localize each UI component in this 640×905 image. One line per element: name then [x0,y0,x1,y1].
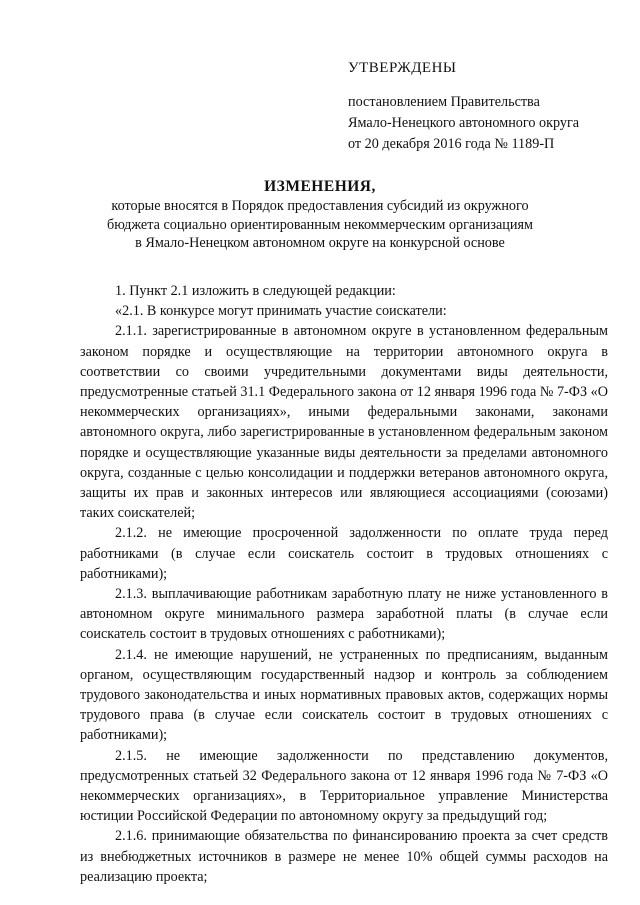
paragraph-2-1-5: 2.1.5. не имеющие задолженности по представлению документов, предусмотренных статьей 32 Федерального закона от 12 января 1996 года № 7-ФЗ «О некоммерческих организациях», в Территориальное управление Министерства юстиции Российской Федерации по автономному округу за предыдущий год; [80,747,608,825]
approval-title: УТВЕРЖДЕНЫ [348,60,457,76]
document-body [80,281,608,887]
paragraph-2-1: «2.1. В конкурсе могут принимать участие соискатели: [115,303,447,320]
paragraph-2-1-6: 2.1.6. принимающие обязательства по финансированию проекта за счет средств из внебюджетных источников в размере не менее 10% общей суммы расходов на реализацию проекта; [80,828,608,885]
paragraph-1: 1. Пункт 2.1 изложить в следующей редакции: [115,283,396,299]
paragraph-2-1-2: 2.1.2. не имеющие просроченной задолженности по оплате труда перед работниками (в случае если соискатель состоит в трудовых отношениях с работниками); [80,525,608,582]
document-title: ИЗМЕНЕНИЯ, [264,178,376,195]
document-subtitle [40,197,600,253]
subtitle-line: в Ямало-Ненецком автономном округе на конкурсной основе [135,235,505,251]
approval-line: Ямало-Ненецкого автономного округа [348,115,580,131]
approval-block [348,58,618,155]
approval-line: от 20 декабря 2016 года № 1189-П [348,136,555,152]
subtitle-line: которые вносятся в Порядок предоставления субсидий из окружного [111,198,529,214]
paragraph-2-1-4: 2.1.4. не имеющие нарушений, не устраненных по предписаниям, выданным органом, осуществляющим государственный надзор и контроль за соблюдением трудового законодательства и иных нормативных правовых актов, содержащих нормы трудового права (в случае если соискатель состоит в трудовых отношениях с работниками); [80,646,608,744]
approval-line: постановлением Правительства [348,94,540,110]
paragraph-2-1-3: 2.1.3. выплачивающие работникам заработную плату не ниже установленного в автономном округе минимального размера заработной платы (в случае если соискатель состоит в трудовых отношениях с работниками); [80,586,608,643]
subtitle-line: бюджета социально ориентированным некоммерческим организациям [107,216,533,233]
paragraph-2-1-1: 2.1.1. зарегистрированные в автономном округе в установленном федеральным законом порядке и осуществляющие на территории автономного округа в соответствии со своими учредительными документами виды деятельности, предусмотренные статьей 31.1 Федерального закона от 12 января 1996 года № 7-ФЗ «О некоммерческих организациях», иными федеральными законами, законами автономного округа, либо зарегистрированные в установленном федеральным законом порядке и осуществляющие указанные виды деятельности за пределами автономного округа, созданные с целью консолидации и поддержки ветеранов автономного округа, защиты их прав и законных интересов или являющиеся ассоциациями (союзами) таких соискателей; [80,323,608,522]
